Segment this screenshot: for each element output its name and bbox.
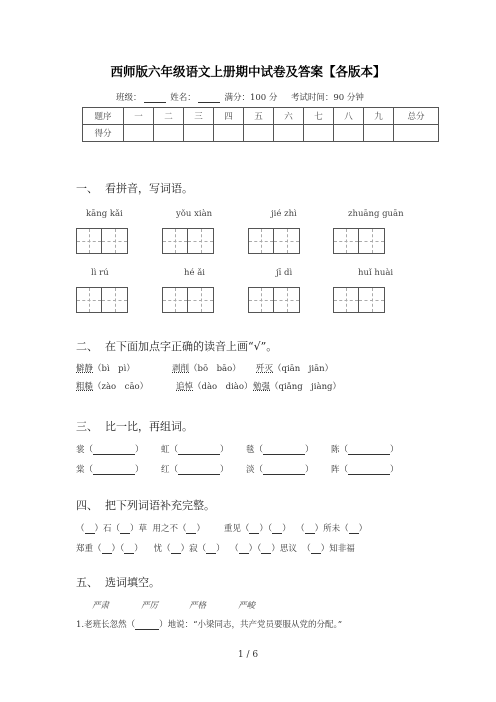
writing-grid[interactable] (333, 228, 385, 254)
score-cell[interactable] (214, 125, 244, 142)
answer-blank[interactable] (93, 466, 135, 475)
readings[interactable]: （qiān jiān） (273, 364, 334, 374)
section-number: 一、 (76, 182, 98, 195)
pinyin-label: huǐ huài (358, 268, 394, 278)
writing-grid[interactable] (76, 228, 128, 254)
compare-item: 棠（ ） (76, 465, 144, 475)
idiom-line-1 (76, 522, 367, 534)
grid-cell[interactable] (188, 287, 214, 313)
grid-cell[interactable] (76, 228, 102, 254)
section-title: 看拼音，写词语。 (105, 182, 193, 195)
page-number: 1 / 6 (237, 650, 259, 660)
idiom-line-2 (76, 542, 355, 554)
section-3-heading (76, 418, 193, 434)
compare-item: 毯（ ） (246, 445, 314, 455)
score-header-cell: 三 (184, 108, 214, 125)
score-header-cell: 九 (364, 108, 394, 125)
idiom-text: （ (230, 544, 239, 554)
idiom-text: ） (134, 544, 143, 554)
score-header-cell: 总分 (394, 108, 439, 125)
word: 歼灭 (256, 364, 274, 374)
section-2-heading (76, 338, 277, 354)
score-header-cell: 六 (274, 108, 304, 125)
idiom-blank[interactable] (249, 525, 259, 534)
grid-cell[interactable] (274, 287, 300, 313)
score-header-cell: 二 (154, 108, 184, 125)
idiom-text: ） (282, 524, 291, 534)
section-title: 把下列词语补充完整。 (105, 499, 215, 512)
writing-grid[interactable] (162, 228, 214, 254)
pinyin-label: hé ǎi (184, 268, 205, 278)
score-header-row (83, 108, 439, 125)
word: 僻静 (76, 364, 94, 374)
pronunciation-item (176, 380, 253, 392)
score-header-cell: 四 (214, 108, 244, 125)
score-cell[interactable] (394, 125, 439, 142)
section-1-heading (76, 180, 193, 196)
score-header-cell: 八 (334, 108, 364, 125)
pinyin-label: jī dì (276, 268, 293, 278)
grid-cell[interactable] (102, 228, 128, 254)
answer-blank[interactable] (135, 621, 159, 630)
pronunciation-item (76, 362, 135, 374)
score-cell[interactable] (274, 125, 304, 142)
score-value-row (83, 125, 439, 142)
idiom-text: ） (196, 524, 205, 534)
idiom-text: （ (296, 524, 305, 534)
exam-time: 考试时间：90 分钟 (290, 93, 364, 103)
idiom-text: ）石（ (94, 524, 121, 534)
idiom-blank[interactable] (261, 545, 271, 554)
section-title: 选词填空。 (105, 576, 160, 589)
full-score: 满分：100 分 (224, 93, 278, 103)
score-cell[interactable] (154, 125, 184, 142)
idiom-blank[interactable] (186, 525, 196, 534)
idiom-text: ）（ (248, 544, 262, 554)
idiom-blank[interactable] (206, 545, 216, 554)
grid-cell[interactable] (274, 228, 300, 254)
section-number: 五、 (76, 576, 98, 589)
answer-blank[interactable] (93, 446, 135, 455)
score-header-cell: 一 (124, 108, 154, 125)
grid-cell[interactable] (359, 228, 385, 254)
compare-item: 裳（ ） (76, 445, 144, 455)
answer-blank[interactable] (348, 466, 390, 475)
compare-item: 淡（ ） (246, 465, 314, 475)
pinyin-label: yǒu xiàn (176, 209, 213, 219)
idiom-blank[interactable] (85, 525, 95, 534)
compare-item: 虹（ ） (161, 445, 229, 455)
grid-cell[interactable] (76, 287, 102, 313)
writing-grid[interactable] (162, 287, 214, 313)
readings[interactable]: （dào diào） (193, 382, 253, 392)
grid-cell[interactable] (248, 287, 274, 313)
answer-blank[interactable] (348, 446, 390, 455)
question-text: ）地说：“小梁同志，共产党员要服从党的分配。” (159, 620, 343, 630)
answer-blank[interactable] (263, 466, 305, 475)
word: 粗糙 (76, 382, 94, 392)
readings[interactable]: （bì pì） (93, 364, 135, 374)
idiom-text: ）草 (130, 524, 148, 534)
idiom-text: ） (358, 524, 368, 534)
score-cell[interactable] (304, 125, 334, 142)
idiom-text: ）知非福 (320, 544, 355, 554)
score-header-cell: 题序 (83, 108, 124, 125)
idiom-text: 忧（ (153, 544, 171, 554)
grid-cell[interactable] (162, 287, 188, 313)
grid-cell[interactable] (248, 228, 274, 254)
char: 裳 (76, 445, 85, 455)
name-blank (198, 94, 220, 103)
idiom-text: ）所未（ (314, 524, 349, 534)
char: 红 (161, 465, 170, 475)
writing-grid[interactable] (248, 287, 300, 313)
section-title: 比一比，再组词。 (105, 420, 193, 433)
readings[interactable]: （bō bāo） (189, 364, 241, 374)
idiom-blank[interactable] (171, 545, 181, 554)
pronunciation-item (76, 380, 148, 392)
grid-cell[interactable] (188, 228, 214, 254)
char: 阵 (331, 465, 340, 475)
answer-blank[interactable] (263, 446, 305, 455)
pinyin-label: zhuāng guān (348, 209, 404, 219)
idiom-text: （ (302, 544, 311, 554)
idiom-text: 用之不（ (152, 524, 187, 534)
idiom-text: ）思议 (271, 544, 297, 554)
idiom-blank[interactable] (272, 525, 282, 534)
grid-cell[interactable] (333, 228, 359, 254)
pinyin-label: jié zhì (271, 209, 297, 219)
class-label: 班级： (116, 93, 142, 103)
score-cell[interactable] (124, 125, 154, 142)
idiom-text: （ (76, 524, 85, 534)
pronunciation-item (256, 362, 333, 374)
pinyin-label: lì rú (91, 268, 109, 278)
writing-grid[interactable] (248, 228, 300, 254)
word-option: 严格 (189, 601, 207, 611)
idiom-text: 重见（ (223, 524, 250, 534)
char: 陈 (331, 445, 340, 455)
readings[interactable]: （qiǎng jiàng） (270, 382, 341, 392)
word: 剥削 (172, 364, 190, 374)
pronunciation-item (172, 362, 241, 374)
idiom-blank[interactable] (349, 525, 359, 534)
score-cell[interactable] (364, 125, 394, 142)
question-1 (76, 618, 342, 630)
idiom-text: ）（ (259, 524, 273, 534)
score-header-cell: 五 (244, 108, 274, 125)
word: 勉强 (253, 382, 271, 392)
compare-item: 陈（ ） (331, 445, 399, 455)
readings[interactable]: （zào cāo） (93, 382, 149, 392)
char: 淡 (246, 465, 255, 475)
word-option: 严肃 (92, 601, 110, 611)
idiom-text: ）寂（ (180, 544, 207, 554)
score-header-cell: 七 (304, 108, 334, 125)
writing-grid[interactable] (76, 287, 128, 313)
class-blank (144, 94, 166, 103)
writing-grid[interactable] (333, 287, 385, 313)
section-number: 三、 (76, 420, 98, 433)
section-title: 在下面加点字正确的读音上画“√”。 (105, 340, 278, 353)
idiom-blank[interactable] (239, 545, 249, 554)
char: 棠 (76, 465, 85, 475)
answer-blank[interactable] (178, 446, 220, 455)
score-cell[interactable] (184, 125, 214, 142)
section-number: 二、 (76, 340, 98, 353)
score-row-label: 得分 (83, 125, 124, 142)
question-text: 1.老班长忽然（ (76, 620, 136, 630)
idiom-blank[interactable] (102, 545, 112, 554)
idiom-blank[interactable] (305, 525, 315, 534)
score-table (82, 107, 439, 142)
name-label: 姓名： (170, 93, 196, 103)
pronunciation-item (253, 380, 341, 392)
score-cell[interactable] (334, 125, 364, 142)
section-5-heading (76, 574, 160, 590)
idiom-text: ） (216, 544, 225, 554)
page-title: 西师版六年级语文上册期中试卷及答案【各版本】 (110, 64, 386, 79)
answer-blank[interactable] (178, 466, 220, 475)
grid-cell[interactable] (333, 287, 359, 313)
char: 毯 (246, 445, 255, 455)
idiom-blank[interactable] (311, 545, 321, 554)
word-option: 严峻 (238, 601, 256, 611)
exam-meta (116, 91, 364, 103)
score-cell[interactable] (244, 125, 274, 142)
idiom-text: 郑重（ (76, 544, 102, 554)
word-option: 严厉 (141, 601, 159, 611)
idiom-blank[interactable] (124, 545, 134, 554)
compare-item: 阵（ ） (331, 465, 399, 475)
idiom-text: ）（ (111, 544, 125, 554)
grid-cell[interactable] (162, 228, 188, 254)
section-number: 四、 (76, 499, 98, 512)
section-4-heading (76, 497, 215, 513)
pinyin-label: kāng kǎi (86, 209, 123, 219)
idiom-blank[interactable] (120, 525, 130, 534)
word: 追悼 (176, 382, 194, 392)
char: 虹 (161, 445, 170, 455)
compare-item: 红（ ） (161, 465, 229, 475)
grid-cell[interactable] (359, 287, 385, 313)
grid-cell[interactable] (102, 287, 128, 313)
